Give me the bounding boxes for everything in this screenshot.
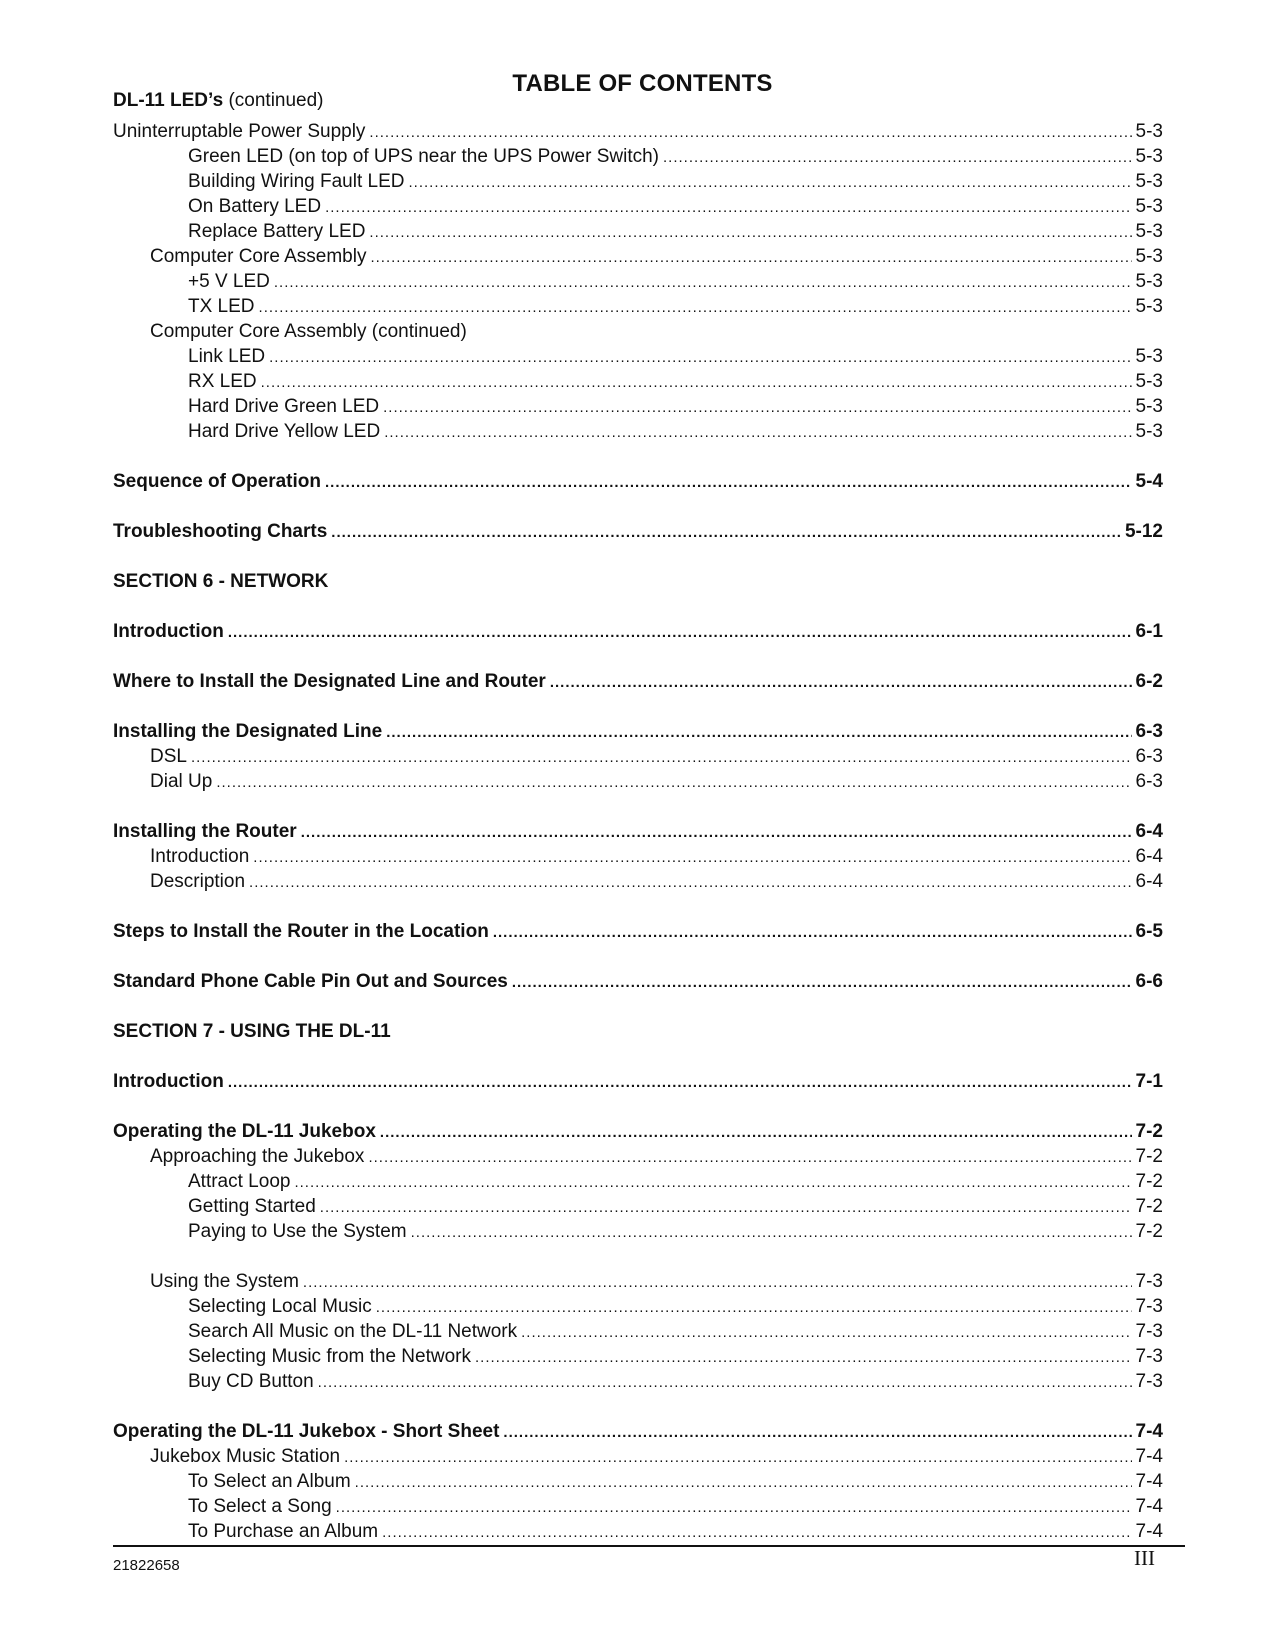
toc-dot-leader [663, 145, 1132, 170]
toc-entry[interactable] [113, 269, 1163, 294]
toc-entry-page: 5-3 [1135, 121, 1163, 142]
toc-entry[interactable] [113, 1444, 1163, 1469]
toc-dot-leader [383, 395, 1131, 420]
toc-dot-leader [521, 1320, 1131, 1345]
toc-dot-leader [376, 1295, 1132, 1320]
toc-entry[interactable] [113, 519, 1163, 544]
toc-spacer [113, 794, 1163, 819]
toc-entry[interactable] [113, 1219, 1163, 1244]
toc-dot-leader [493, 920, 1132, 945]
toc-dot-leader [318, 1370, 1132, 1395]
toc-entry[interactable] [113, 1269, 1163, 1294]
toc-entry-page: 5-12 [1124, 521, 1163, 542]
toc-entry-label: Green LED (on top of UPS near the UPS Power Switch) [188, 146, 659, 167]
toc-entry[interactable] [113, 294, 1163, 319]
toc-entry[interactable] [113, 619, 1163, 644]
toc-entry-page: 5-3 [1135, 171, 1163, 192]
toc-entry-label: Uninterruptable Power Supply [113, 121, 366, 142]
toc-entry-page: 5-3 [1135, 346, 1163, 367]
toc-list [113, 119, 1163, 1544]
toc-dot-leader [411, 1220, 1132, 1245]
toc-entry-label: To Select a Song [188, 1496, 332, 1517]
toc-entry[interactable] [113, 319, 1163, 344]
toc-entry-label: Using the System [150, 1271, 299, 1292]
toc-entry[interactable] [113, 869, 1163, 894]
toc-entry[interactable] [113, 1194, 1163, 1219]
toc-spacer [113, 494, 1163, 519]
toc-entry[interactable] [113, 969, 1163, 994]
toc-entry-label: Replace Battery LED [188, 221, 366, 242]
toc-entry-page: 6-4 [1135, 821, 1163, 842]
toc-entry-label: SECTION 7 - USING THE DL-11 [113, 1021, 391, 1042]
footer-divider [113, 1545, 1185, 1547]
toc-entry-page: 6-2 [1135, 671, 1163, 692]
toc-entry-label: Where to Install the Designated Line and Router [113, 671, 546, 692]
toc-dot-leader [512, 970, 1132, 995]
toc-dot-leader [408, 170, 1131, 195]
toc-entry-page: 7-2 [1135, 1146, 1163, 1167]
toc-entry-page: 5-3 [1135, 246, 1163, 267]
toc-entry-page: 6-6 [1135, 971, 1163, 992]
toc-entry-label: SECTION 6 - NETWORK [113, 571, 329, 592]
toc-entry[interactable] [113, 419, 1163, 444]
toc-entry[interactable] [113, 244, 1163, 269]
toc-entry-page: 7-2 [1135, 1221, 1163, 1242]
toc-entry-label: RX LED [188, 371, 257, 392]
toc-entry[interactable] [113, 219, 1163, 244]
toc-entry-page: 6-3 [1135, 771, 1163, 792]
toc-dot-leader [336, 1495, 1132, 1520]
toc-entry[interactable] [113, 1494, 1163, 1519]
toc-entry-page: 5-3 [1135, 296, 1163, 317]
toc-entry[interactable] [113, 1519, 1163, 1544]
toc-dot-leader [228, 1070, 1132, 1095]
toc-entry[interactable] [113, 719, 1163, 744]
toc-entry-page: 5-3 [1135, 146, 1163, 167]
continued-heading-bold: DL-11 LED’s [113, 90, 224, 111]
toc-entry-label: Steps to Install the Router in the Location [113, 921, 489, 942]
toc-dot-leader [331, 520, 1121, 545]
toc-entry-page: 6-3 [1135, 721, 1163, 742]
toc-entry-page: 7-3 [1135, 1371, 1163, 1392]
toc-entry-page: 7-1 [1135, 1071, 1163, 1092]
toc-entry[interactable] [113, 669, 1163, 694]
toc-entry-page: 7-2 [1135, 1171, 1163, 1192]
toc-dot-leader [216, 770, 1131, 795]
toc-entry[interactable] [113, 819, 1163, 844]
toc-entry[interactable] [113, 1294, 1163, 1319]
toc-spacer [113, 894, 1163, 919]
continued-heading [113, 89, 324, 113]
toc-dot-leader [191, 745, 1132, 770]
toc-entry-label: Selecting Local Music [188, 1296, 372, 1317]
toc-dot-leader [550, 670, 1132, 695]
toc-entry-page: 7-3 [1135, 1346, 1163, 1367]
toc-spacer [113, 994, 1163, 1019]
toc-entry-label: Hard Drive Yellow LED [188, 421, 381, 442]
toc-spacer [113, 1244, 1163, 1269]
toc-spacer [113, 544, 1163, 569]
toc-entry-label: Sequence of Operation [113, 471, 321, 492]
toc-dot-leader [303, 1270, 1132, 1295]
toc-dot-leader [386, 720, 1131, 745]
continued-heading-rest: (continued) [223, 90, 324, 111]
toc-dot-leader [369, 120, 1131, 145]
toc-entry[interactable] [113, 344, 1163, 369]
toc-entry-label: Approaching the Jukebox [150, 1146, 365, 1167]
toc-entry-label: Dial Up [150, 771, 213, 792]
toc-entry-label: Buy CD Button [188, 1371, 314, 1392]
toc-entry-label: Hard Drive Green LED [188, 396, 380, 417]
toc-entry[interactable] [113, 394, 1163, 419]
toc-entry[interactable] [113, 569, 1163, 594]
toc-entry-label: Selecting Music from the Network [188, 1346, 471, 1367]
toc-entry-page: 7-4 [1135, 1521, 1163, 1542]
page-title: TABLE OF CONTENTS [512, 70, 773, 97]
toc-spacer [113, 694, 1163, 719]
toc-entry[interactable] [113, 469, 1163, 494]
toc-dot-leader [368, 1145, 1131, 1170]
toc-spacer [113, 644, 1163, 669]
toc-entry-page: 7-4 [1135, 1496, 1163, 1517]
toc-entry-label: TX LED [188, 296, 255, 317]
toc-dot-leader [355, 1470, 1132, 1495]
toc-entry-label: Installing the Designated Line [113, 721, 383, 742]
toc-entry-label: On Battery LED [188, 196, 322, 217]
toc-entry[interactable] [113, 1469, 1163, 1494]
toc-spacer [113, 444, 1163, 469]
toc-entry[interactable] [113, 1144, 1163, 1169]
toc-entry-label: To Purchase an Album [188, 1521, 379, 1542]
toc-dot-leader [370, 245, 1131, 270]
toc-entry-label: Troubleshooting Charts [113, 521, 328, 542]
toc-entry-page: 6-3 [1135, 746, 1163, 767]
toc-entry-page: 7-3 [1135, 1321, 1163, 1342]
toc-entry-page: 5-3 [1135, 371, 1163, 392]
toc-entry[interactable] [113, 1319, 1163, 1344]
toc-dot-leader [228, 620, 1132, 645]
toc-entry-label: Standard Phone Cable Pin Out and Sources [113, 971, 508, 992]
toc-entry[interactable] [113, 1369, 1163, 1394]
toc-entry[interactable] [113, 1019, 1163, 1044]
toc-entry-page: 5-4 [1135, 471, 1163, 492]
toc-entry-page: 5-3 [1135, 271, 1163, 292]
toc-dot-leader [294, 1170, 1131, 1195]
toc-dot-leader [253, 845, 1131, 870]
toc-entry-label: Attract Loop [188, 1171, 291, 1192]
toc-dot-leader [344, 1445, 1131, 1470]
toc-entry[interactable] [113, 144, 1163, 169]
toc-entry[interactable] [113, 1344, 1163, 1369]
toc-entry-label: Introduction [150, 846, 250, 867]
toc-entry-label: Paying to Use the System [188, 1221, 407, 1242]
toc-entry[interactable] [113, 1119, 1163, 1144]
toc-dot-leader [369, 220, 1131, 245]
toc-dot-leader [325, 195, 1131, 220]
toc-entry-label: Installing the Router [113, 821, 297, 842]
toc-entry-label: Computer Core Assembly [150, 246, 367, 267]
toc-entry-label: Computer Core Assembly (continued) [150, 321, 467, 342]
toc-entry-label: To Select an Album [188, 1471, 351, 1492]
toc-dot-leader [301, 820, 1132, 845]
toc-entry-page: 7-4 [1135, 1421, 1163, 1442]
toc-entry[interactable] [113, 369, 1163, 394]
toc-entry[interactable] [113, 919, 1163, 944]
toc-entry-label: Operating the DL-11 Jukebox [113, 1121, 376, 1142]
toc-entry-label: Operating the DL-11 Jukebox - Short Sheet [113, 1421, 500, 1442]
toc-dot-leader [320, 1195, 1132, 1220]
toc-spacer [113, 1394, 1163, 1419]
toc-spacer [113, 594, 1163, 619]
toc-dot-leader [249, 870, 1131, 895]
toc-dot-leader [269, 345, 1131, 370]
toc-entry-page: 5-3 [1135, 421, 1163, 442]
toc-entry-label: +5 V LED [188, 271, 270, 292]
toc-entry[interactable] [113, 769, 1163, 794]
toc-entry-label: Introduction [113, 1071, 224, 1092]
toc-dot-leader [274, 270, 1132, 295]
toc-entry-label: Building Wiring Fault LED [188, 171, 405, 192]
toc-entry-page: 6-4 [1135, 871, 1163, 892]
toc-entry[interactable] [113, 119, 1163, 144]
toc-dot-leader [380, 1120, 1132, 1145]
toc-entry[interactable] [113, 844, 1163, 869]
toc-entry-page: 7-4 [1135, 1471, 1163, 1492]
toc-entry-page: 6-4 [1135, 846, 1163, 867]
toc-dot-leader [259, 295, 1132, 320]
toc-spacer [113, 1044, 1163, 1069]
toc-entry[interactable] [113, 1169, 1163, 1194]
toc-entry-label: Getting Started [188, 1196, 316, 1217]
toc-entry-label: Link LED [188, 346, 266, 367]
toc-entry-page: 5-3 [1135, 196, 1163, 217]
toc-entry-label: Search All Music on the DL-11 Network [188, 1321, 518, 1342]
toc-entry[interactable] [113, 1069, 1163, 1094]
toc-entry-label: Description [150, 871, 246, 892]
page-number: III [1134, 1546, 1155, 1570]
toc-entry-page: 7-3 [1135, 1271, 1163, 1292]
toc-entry-page: 7-2 [1135, 1196, 1163, 1217]
toc-entry-page: 5-3 [1135, 396, 1163, 417]
toc-spacer [113, 944, 1163, 969]
toc-dot-leader [325, 470, 1132, 495]
toc-entry-label: DSL [150, 746, 187, 767]
toc-entry-label: Jukebox Music Station [150, 1446, 341, 1467]
toc-entry-page: 6-1 [1135, 621, 1163, 642]
toc-dot-leader [503, 1420, 1131, 1445]
document-number: 21822658 [113, 1557, 180, 1574]
toc-entry-page: 7-3 [1135, 1296, 1163, 1317]
toc-entry-page: 7-2 [1135, 1121, 1163, 1142]
toc-entry[interactable] [113, 1419, 1163, 1444]
toc-entry[interactable] [113, 169, 1163, 194]
toc-spacer [113, 1094, 1163, 1119]
toc-dot-leader [261, 370, 1132, 395]
toc-entry[interactable] [113, 744, 1163, 769]
toc-dot-leader [384, 420, 1131, 445]
toc-dot-leader [382, 1520, 1131, 1545]
toc-entry-page: 5-3 [1135, 221, 1163, 242]
toc-entry-label: Introduction [113, 621, 224, 642]
toc-dot-leader [475, 1345, 1132, 1370]
toc-entry[interactable] [113, 194, 1163, 219]
toc-entry-page: 6-5 [1135, 921, 1163, 942]
toc-entry-page: 7-4 [1135, 1446, 1163, 1467]
